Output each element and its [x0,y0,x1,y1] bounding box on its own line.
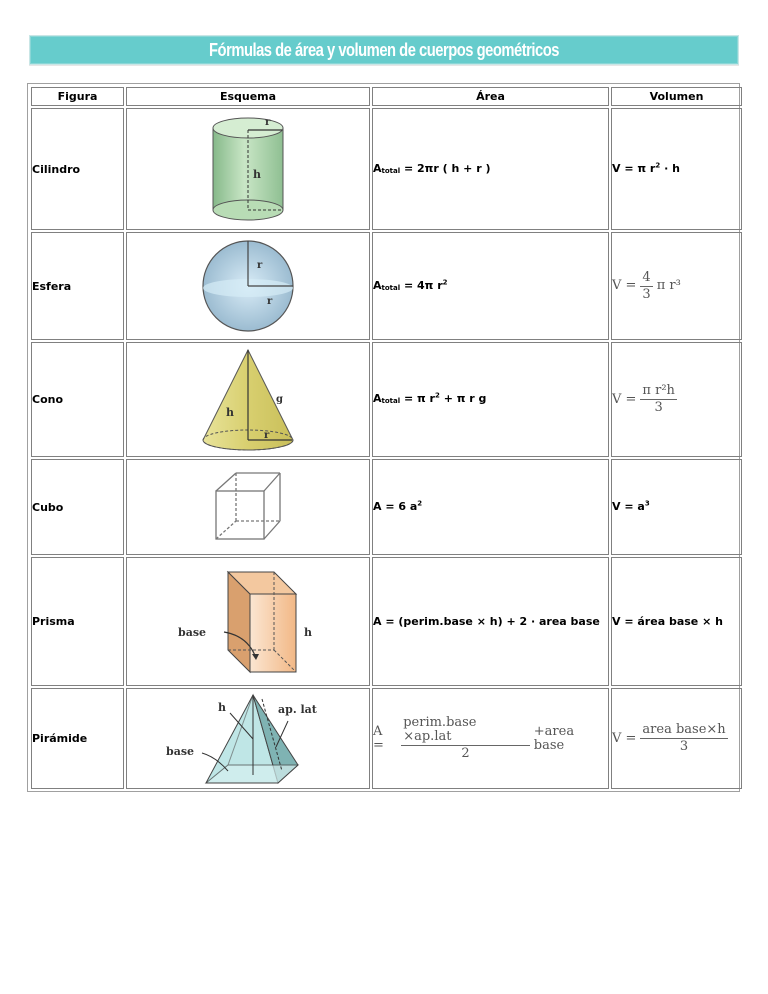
figure-name: Prisma [31,557,124,686]
radius-label: r [265,117,271,128]
header-row [31,87,742,106]
area-formula-image: A = $\frac{\text{perim.base ×ap.lat}}{2}$ +area base [373,715,575,761]
pyramid-diagram-icon [158,691,338,787]
table-row-cilindro [31,108,742,230]
svg-text:g: g [276,393,283,405]
volume-formula: $V = a^3$ [611,459,742,555]
diagram-cell [126,232,370,340]
volume-formula: V = π $r^2 \cdot h$ [611,108,742,230]
svg-text:h: h [304,625,312,639]
volume-formula: V = área base × h [611,557,742,686]
cone-diagram-icon [200,346,296,454]
table-row-cono [31,342,742,457]
volume-formula-image: V = $\frac{4}{3}$ π r³ [612,269,681,302]
figure-name: Esfera [31,232,124,340]
volume-formula-image: V = $\frac{\text{area base×h}}{3}$ [612,722,726,754]
svg-text:h: h [218,700,226,714]
diagram-cell [126,557,370,686]
prism-diagram-icon [168,566,328,678]
figure-name: Cubo [31,459,124,555]
figure-name: Cilindro [31,108,124,230]
svg-text:base: base [166,744,195,758]
area-formula: A = 6 $a^2$ [372,459,609,555]
figure-name: Cono [31,342,124,457]
svg-text:h: h [253,168,261,181]
volume-formula [611,688,742,789]
header-area: Área [372,87,609,106]
area-formula: A = (perim.base × h) + 2 · area base [372,557,609,686]
header-figura: Figura [31,87,124,106]
cube-diagram-icon [212,469,284,545]
formulas-table-frame [27,83,740,792]
figure-name: Pirámide [31,688,124,789]
area-formula: Atotal = π $r^2 + \pi$ r g [372,342,609,457]
header-volumen: Volumen [611,87,742,106]
svg-text:base: base [178,625,207,639]
sphere-diagram-icon [200,238,296,334]
area-formula [372,688,609,789]
table-row-piramide [31,688,742,789]
table-row-esfera [31,232,742,340]
diagram-cell [126,108,370,230]
cylinder-diagram-icon [208,114,288,224]
table-row-cubo [31,459,742,555]
table-row-prisma [31,557,742,686]
svg-text:r: r [257,260,263,271]
formulas-table [29,85,744,791]
diagram-cell [126,459,370,555]
area-formula: Atotal = 4π $r^2$ [372,232,609,340]
title-banner [29,35,739,65]
volume-formula [611,232,742,340]
svg-text:r: r [267,296,273,307]
diagram-cell [126,688,370,789]
volume-formula-image: V = $\frac{\text{π r²h}}{3}$ [612,383,675,415]
title-divider [29,65,739,66]
svg-text:ap. lat: ap. lat [278,702,317,716]
header-esquema: Esquema [126,87,370,106]
diagram-cell [126,342,370,457]
area-formula: Atotal = 2πr ( h + r ) [372,108,609,230]
svg-text:h: h [226,405,234,419]
page-title: Fórmulas de área y volumen de cuerpos geométricos [209,40,559,60]
volume-formula [611,342,742,457]
svg-text:r: r [264,429,270,441]
